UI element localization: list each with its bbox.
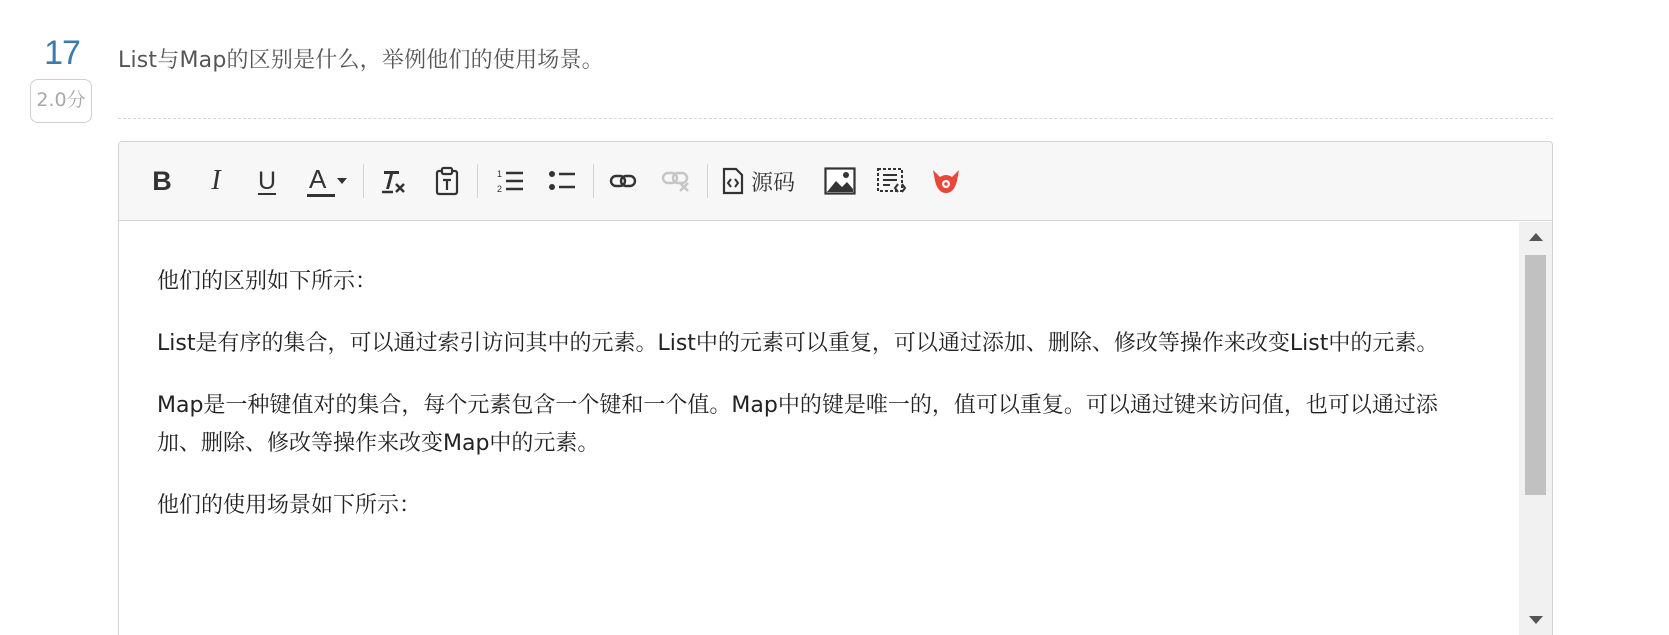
plugin-logo-button[interactable] xyxy=(929,162,963,200)
unlink-icon xyxy=(661,169,691,193)
paste-text-icon xyxy=(434,166,460,196)
content-paragraph: 他们的使用场景如下所示： xyxy=(157,493,422,518)
svg-text:1: 1 xyxy=(497,169,503,179)
toolbar-separator xyxy=(477,164,478,198)
editor-content-area[interactable] xyxy=(119,222,1519,635)
content-paragraph: 他们的区别如下所示： xyxy=(157,269,378,294)
font-color-icon: A xyxy=(307,165,337,197)
question-number: 17 xyxy=(44,34,80,72)
divider xyxy=(118,118,1553,119)
svg-text:2: 2 xyxy=(497,184,503,194)
unlink-button[interactable] xyxy=(660,162,692,200)
content-paragraph: List是有序的集合，可以通过索引访问其中的元素。List中的元素可以重复，可以通过添加、删除、修改等操作来改变List中的元素。 xyxy=(157,331,1439,356)
question-score-badge: 2.0分 xyxy=(30,79,92,123)
plugin-logo-icon xyxy=(930,167,962,195)
clear-format-button[interactable] xyxy=(377,162,409,200)
scroll-down-button[interactable] xyxy=(1519,605,1552,635)
ordered-list-icon xyxy=(496,168,524,194)
underline-icon: U xyxy=(257,166,277,195)
unordered-list-icon xyxy=(548,168,576,194)
bold-icon: B xyxy=(152,165,172,196)
source-code-label: 源码 xyxy=(751,170,796,196)
toolbar-separator xyxy=(593,164,594,198)
source-code-icon xyxy=(721,167,745,195)
unordered-list-button[interactable] xyxy=(546,162,578,200)
chevron-down-icon xyxy=(337,178,347,184)
question-title: List与Map的区别是什么，举例他们的使用场景。 xyxy=(118,48,604,73)
ordered-list-button[interactable] xyxy=(494,162,526,200)
italic-icon: I xyxy=(211,165,221,196)
italic-button[interactable] xyxy=(201,162,231,200)
vertical-scrollbar[interactable] xyxy=(1519,222,1552,635)
image-button[interactable] xyxy=(823,162,857,200)
rich-text-editor xyxy=(118,141,1553,635)
link-button[interactable] xyxy=(607,162,639,200)
arrow-up-icon xyxy=(1529,233,1543,241)
content-paragraph: Map是一种键值对的集合，每个元素包含一个键和一个值。Map中的键是唯一的，值可以重复。可以通过键来访问值，也可以通过添加、删除、修改等操作来改变Map中的元素。 xyxy=(157,393,1438,456)
font-color-button[interactable] xyxy=(303,162,351,200)
arrow-down-icon xyxy=(1529,616,1543,624)
template-icon xyxy=(876,167,908,195)
scrollbar-thumb[interactable] xyxy=(1525,255,1546,495)
toolbar-separator xyxy=(707,164,708,198)
link-icon xyxy=(609,172,637,190)
clear-format-icon xyxy=(379,167,407,195)
toolbar-separator xyxy=(363,164,364,198)
underline-button[interactable] xyxy=(252,162,282,200)
editor-toolbar xyxy=(119,142,1552,221)
bold-button[interactable] xyxy=(147,162,177,200)
image-icon xyxy=(824,167,856,195)
paste-text-button[interactable] xyxy=(431,162,463,200)
scroll-up-button[interactable] xyxy=(1519,222,1552,252)
template-button[interactable] xyxy=(875,162,909,200)
source-code-button[interactable] xyxy=(721,162,811,200)
